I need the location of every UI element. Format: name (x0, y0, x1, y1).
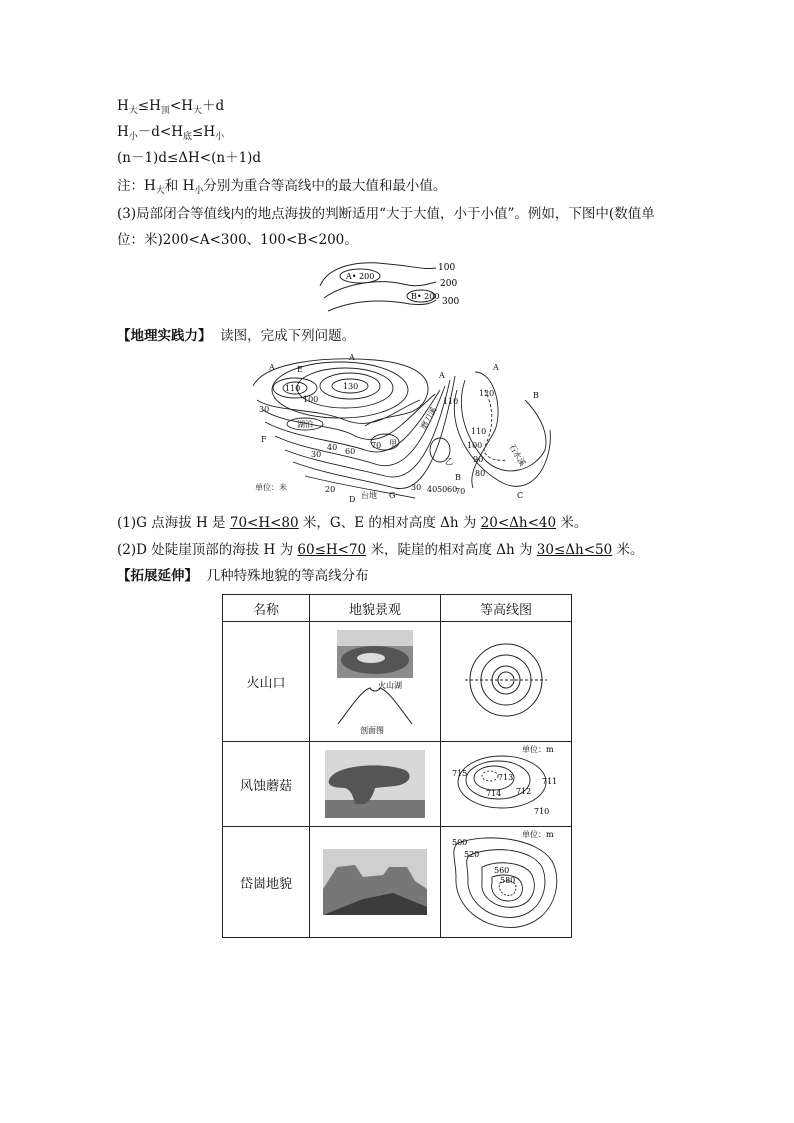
daigu-contour-figure (446, 827, 566, 933)
formula-1: $H_大\le H_顶<H_大+d$ (117, 98, 225, 116)
label-60: 60 (345, 447, 356, 456)
label-g: G (389, 491, 396, 500)
crater-lake-caption: 火山湖 (378, 680, 402, 690)
label-120: 120 (479, 389, 495, 398)
question-2: (2)D 处陡崖顶部的海拔 H 为 60≤H<70 米，陡崖的相对高度 Δh 为 30≤Δh<50 米。 (117, 542, 644, 558)
label-20: 20 (325, 485, 336, 494)
point-b-label: B• 200 (411, 292, 440, 301)
example-contour-figure (318, 256, 478, 316)
mushroom-contour-figure (446, 742, 566, 822)
label-110-right: 110 (471, 427, 487, 436)
paragraph-3-line-2: 位：米)200<A<300、100<B<200。 (117, 232, 358, 248)
label-lake: 湖泊 (297, 420, 313, 429)
label-c: C (517, 491, 524, 500)
mushroom-713: 713 (498, 773, 514, 782)
label-d: D (349, 495, 356, 504)
paragraph-3-line-1: (3)局部闭合等值线内的地点海拔的判断适用“大于大值，小于小值”。例如，下图中(数值单 (117, 206, 655, 222)
crater-contour (441, 622, 572, 742)
mushroom-711: 711 (542, 777, 558, 786)
label-70: 70 (371, 441, 382, 450)
daigu-520: 520 (464, 850, 480, 859)
map-unit: 单位：米 (255, 483, 287, 492)
mushroom-715: 715 (452, 769, 468, 778)
label-a-top-left: A (269, 363, 275, 372)
label-70-bottom: 70 (455, 487, 466, 496)
label-90: 90 (473, 455, 484, 464)
label-yi: 乙 (445, 457, 453, 466)
extension-heading: 【拓展延伸】 几种特殊地貌的等高线分布 (117, 568, 369, 584)
crater-contour-figure (461, 635, 551, 725)
mushroom-contour (441, 742, 572, 827)
daigu-unit: 单位：m (522, 830, 554, 839)
point-a-label: A• 200 (346, 272, 375, 281)
topographic-map (245, 350, 555, 506)
label-100: 100 (438, 263, 456, 273)
crater-photo (337, 630, 413, 678)
row-name-daigu: 岱崮地貌 (223, 827, 310, 938)
daigu-560: 560 (494, 866, 510, 875)
mushroom-710: 710 (534, 807, 550, 816)
label-platform: 台地 (361, 491, 377, 500)
label-30-left: 30 (259, 405, 270, 414)
label-130: 130 (343, 382, 359, 391)
label-40-bottom: 40 (427, 485, 438, 494)
formula-2: $H_小-d<H_底\le H_小$ (117, 124, 225, 142)
label-100: 100 (303, 395, 319, 404)
mushroom-712: 712 (516, 787, 532, 796)
practice-heading: 【地理实践力】 读图，完成下列问题。 (117, 328, 356, 344)
daigu-landscape (310, 827, 441, 938)
label-b-right: B (533, 391, 539, 400)
daigu-photo (323, 849, 427, 915)
label-b-left: B (455, 473, 461, 482)
mushroom-unit: 单位：m (522, 745, 554, 754)
label-110-mid: 110 (443, 397, 459, 406)
row-name-crater: 火山口 (223, 622, 310, 742)
label-river2: 石水溪 (507, 442, 528, 468)
label-f: F (261, 435, 267, 444)
label-e: E (297, 365, 303, 374)
label-60-bottom: 60 (447, 485, 458, 494)
row-name-mushroom: 风蚀蘑菇 (223, 742, 310, 827)
daigu-contour (441, 827, 572, 938)
label-200: 200 (440, 279, 458, 289)
note: 注：$H_大$和 $H_小$分别为重合等高线中的最大值和最小值。 (117, 178, 447, 196)
label-a-mid: A (439, 371, 445, 380)
label-40: 40 (327, 443, 338, 452)
header-contour: 等高线图 (441, 595, 572, 622)
label-river1: 磨刀溪 (418, 405, 439, 431)
label-50: 50 (437, 485, 448, 494)
label-jia: 甲 (389, 439, 397, 448)
crater-profile-caption: 剖面图 (360, 725, 384, 734)
label-30: 30 (311, 450, 322, 459)
label-a-top: A (349, 353, 355, 362)
label-a-right: A (493, 363, 499, 372)
landform-table (222, 594, 572, 938)
header-landscape: 地貌景观 (310, 595, 441, 622)
label-80: 80 (475, 469, 486, 478)
label-100-right: 100 (467, 441, 483, 450)
header-name: 名称 (223, 595, 310, 622)
label-300: 300 (442, 297, 460, 307)
crater-profile (330, 678, 420, 734)
mushroom-landscape (310, 742, 441, 827)
daigu-500: 500 (452, 838, 468, 847)
formula-3: (n－1)d≤ΔH<(n＋1)d (117, 150, 262, 166)
crater-landscape (310, 622, 441, 742)
question-1: (1)G 点海拔 H 是 70<H<80 米，G、E 的相对高度 Δh 为 20<Δh<40 米。 (117, 515, 588, 531)
label-110: 110 (285, 384, 301, 393)
daigu-580: 580 (500, 876, 516, 885)
mushroom-rock-photo (325, 750, 425, 818)
mushroom-714: 714 (486, 789, 502, 798)
label-30-bottom: 30 (411, 483, 422, 492)
